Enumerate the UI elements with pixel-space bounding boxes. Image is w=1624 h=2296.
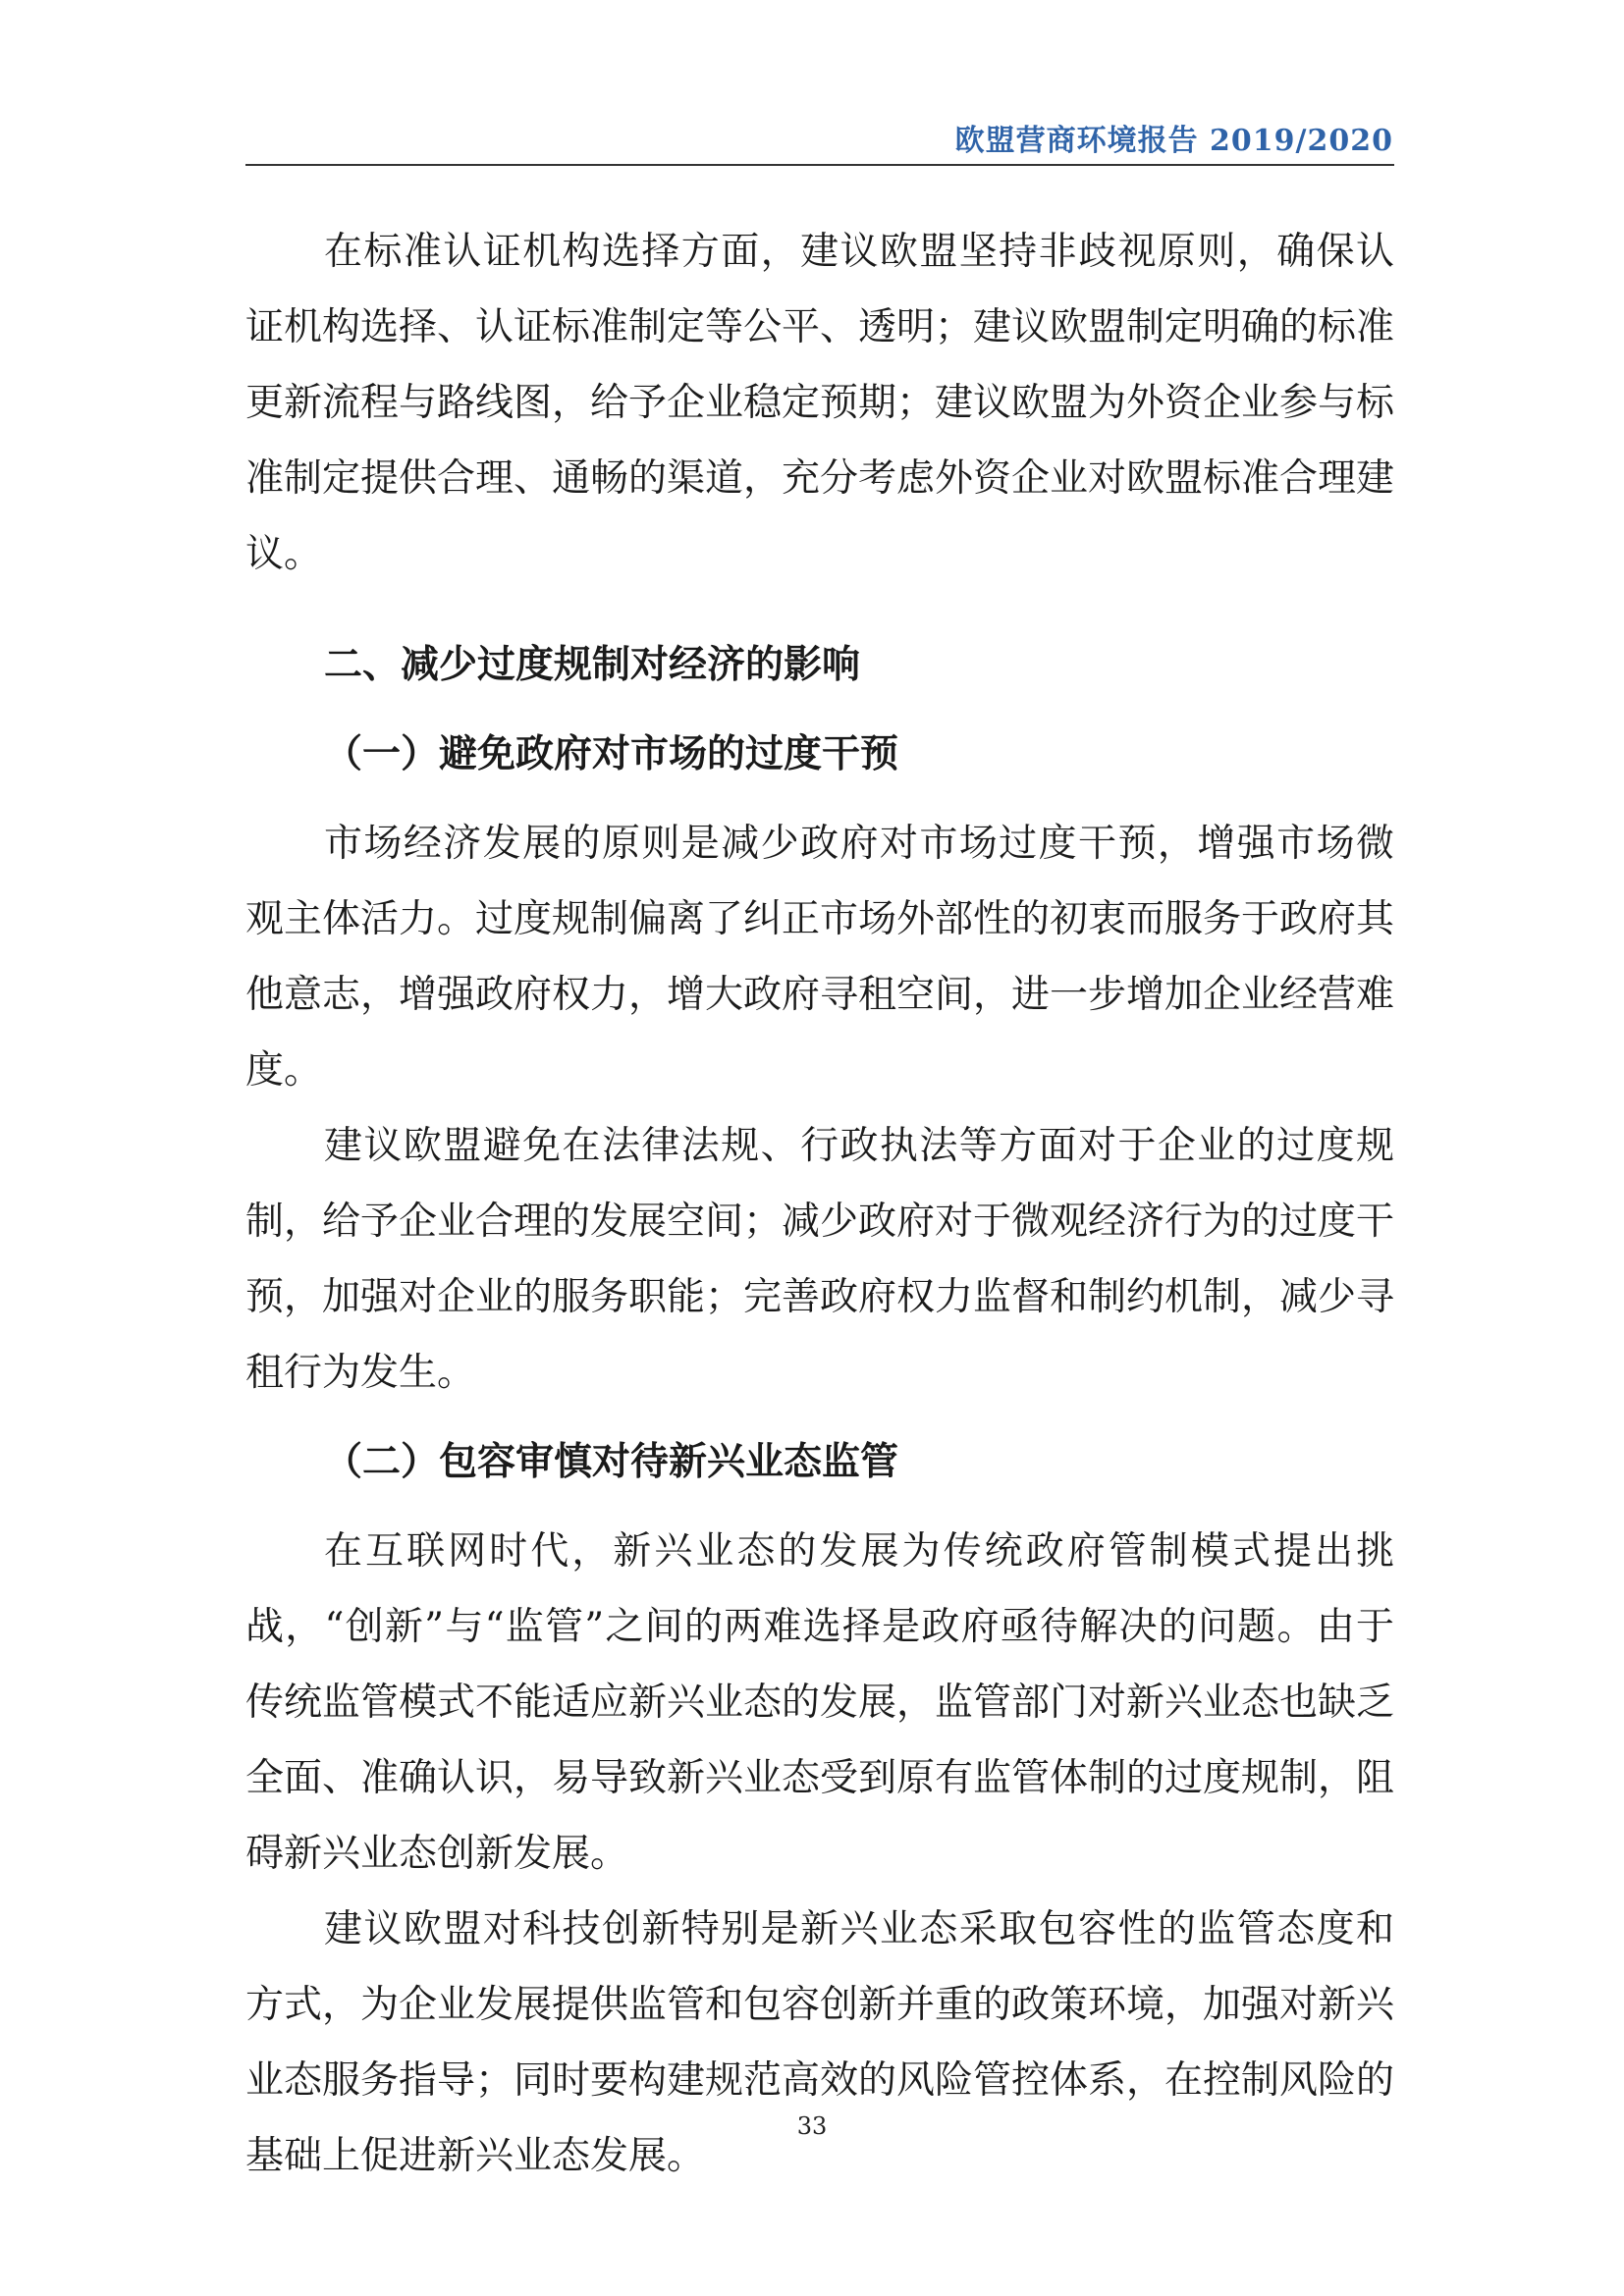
subsection-heading-2: （二）包容审慎对待新兴业态监管 [324, 1440, 899, 1484]
running-header-title: 欧盟营商环境报告 2019/2020 [954, 124, 1393, 158]
header-divider [245, 164, 1394, 166]
subsection-heading-1: （一）避免政府对市场的过度干预 [324, 732, 899, 776]
page-body [245, 214, 1394, 2194]
paragraph-avoid-overregulation: 建议欧盟避免在法律法规、行政执法等方面对于企业的过度规制，给予企业合理的发展空间；减少政府对于微观经济行为的过度干预，加强对企业的服务职能；完善政府权力监督和制约机制，减少寻租行为发生。 [245, 1124, 1395, 1395]
paragraph-market-principle: 市场经济发展的原则是减少政府对市场过度干预，增强市场微观主体活力。过度规制偏离了纠正市场外部性的初衷而服务于政府其他意志，增强政府权力，增大政府寻租空间，进一步增加企业经营难度。 [245, 822, 1395, 1093]
paragraph-inclusive-regulation: 建议欧盟对科技创新特别是新兴业态采取包容性的监管态度和方式，为企业发展提供监管和包容创新并重的政策环境，加强对新兴业态服务指导；同时要构建规范高效的风险管控体系，在控制风险的基础上促进新兴业态发展。 [245, 1907, 1395, 2178]
paragraph-internet-era: 在互联网时代，新兴业态的发展为传统政府管制模式提出挑战，“创新”与“监管”之间的两难选择是政府亟待解决的问题。由于传统监管模式不能适应新兴业态的发展，监管部门对新兴业态也缺乏全面、准确认识，易导致新兴业态受到原有监管体制的过度规制，阻碍新兴业态创新发展。 [245, 1529, 1395, 1876]
page-number: 33 [796, 2112, 828, 2140]
section-heading-2: 二、减少过度规制对经济的影响 [324, 643, 861, 687]
paragraph-standards-certification: 在标准认证机构选择方面，建议欧盟坚持非歧视原则，确保认证机构选择、认证标准制定等公平、透明；建议欧盟制定明确的标准更新流程与路线图，给予企业稳定预期；建议欧盟为外资企业参与标准制定提供合理、通畅的渠道，充分考虑外资企业对欧盟标准合理建议。 [245, 230, 1395, 576]
